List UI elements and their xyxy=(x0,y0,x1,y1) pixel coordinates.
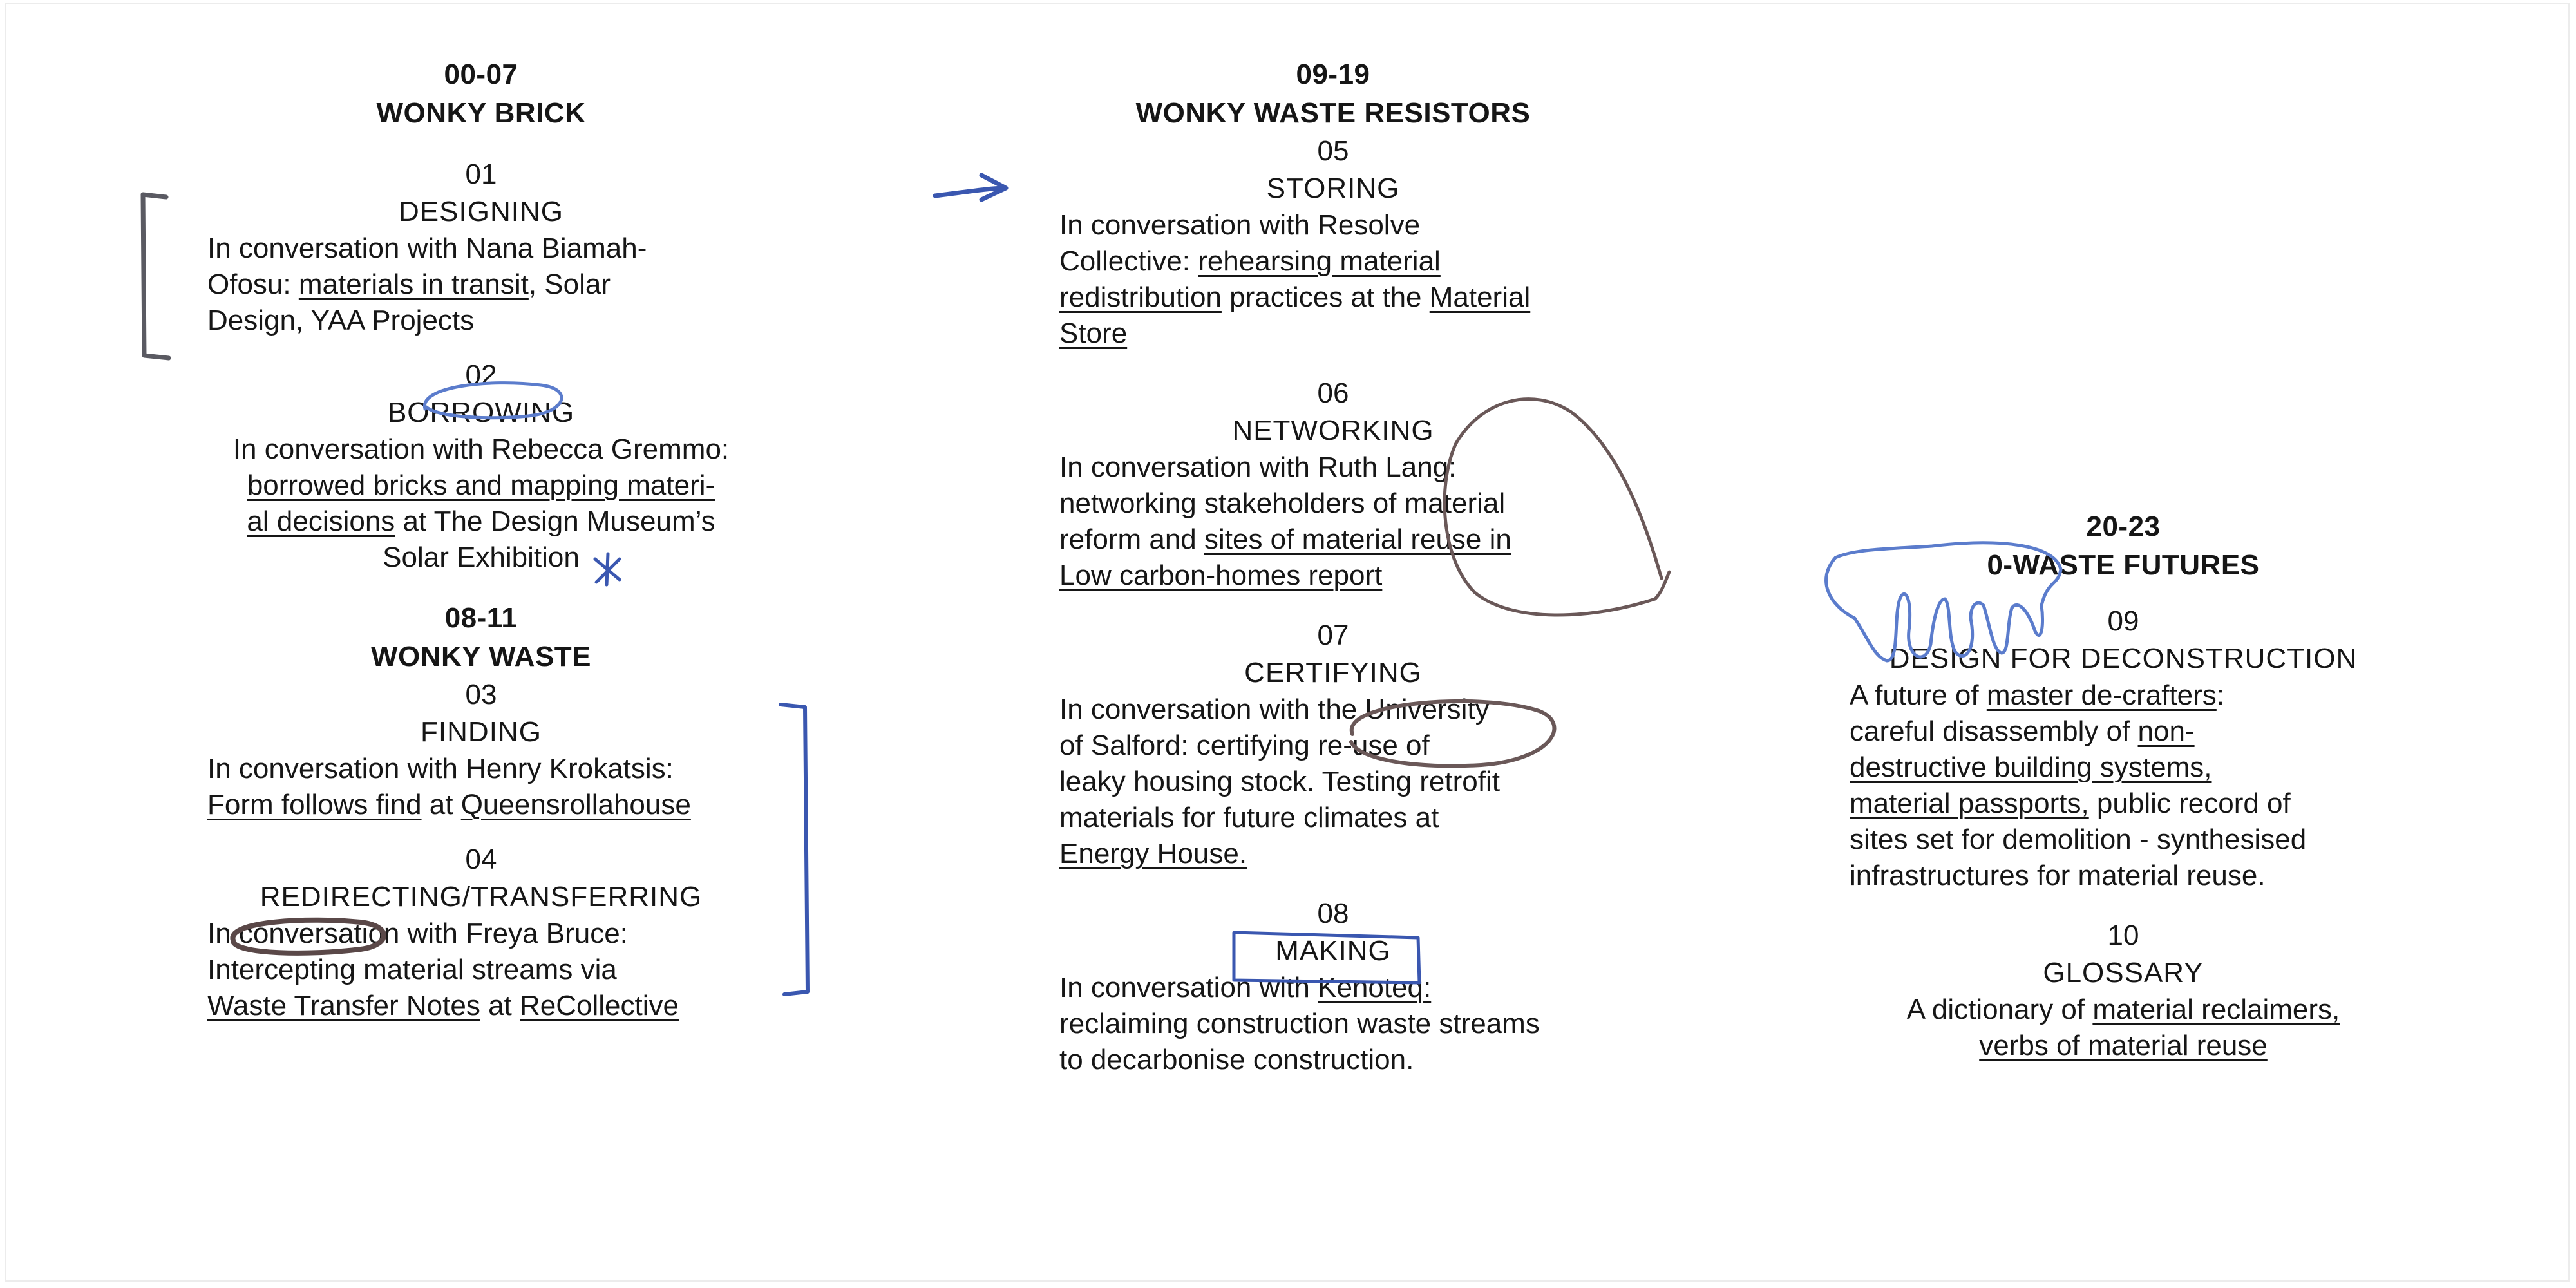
link-sites-of-material-reuse[interactable]: sites of material reuse in xyxy=(1204,524,1511,555)
section-range: 00-07 xyxy=(444,59,518,90)
entry-title: DESIGNING xyxy=(399,196,564,227)
link-material-passports[interactable]: material passports, xyxy=(1850,788,2089,819)
section-range: 08-11 xyxy=(444,602,518,634)
section-title: WONKY WASTE xyxy=(370,641,592,672)
entry-title: CERTIFYING xyxy=(1244,657,1422,688)
entry-number: 03 xyxy=(465,679,497,710)
entry-text: In conversation with Freya Bruce: Intercepting material streams via Waste Transfer Notes at ReCollective xyxy=(207,918,679,1021)
link-kenoteq[interactable]: Kenoteq: xyxy=(1318,972,1432,1003)
entry-number: 06 xyxy=(1317,377,1349,409)
entry-title: GLOSSARY xyxy=(2043,957,2204,989)
link-energy-house[interactable]: Energy House. xyxy=(1059,838,1247,869)
entry-title: REDIRECTING/TRANSFERRING xyxy=(260,881,703,913)
arrow-right-icon xyxy=(935,175,1006,200)
entry-text: In conversation with the University of Salford: certifying re-use of leaky housing stock. Testing retrofit materials for future climates at Energy House. xyxy=(1059,694,1500,869)
section-range: 09-19 xyxy=(1296,59,1370,90)
link-recollective[interactable]: ReCollective xyxy=(520,990,679,1021)
entry-number: 10 xyxy=(2107,920,2139,951)
link-store[interactable]: Store xyxy=(1059,317,1128,349)
section-title: WONKY WASTE RESISTORS xyxy=(1135,97,1531,129)
link-rehearsing-material[interactable]: rehearsing material xyxy=(1198,245,1441,277)
entry-number: 04 xyxy=(465,844,497,875)
bracket-right-icon xyxy=(781,705,808,994)
box-making-icon xyxy=(1234,933,1419,983)
link-materials-in-transit[interactable]: materials in transit xyxy=(298,269,529,300)
link-non-destructive[interactable]: non- xyxy=(2137,715,2195,747)
section-range: 20-23 xyxy=(2086,511,2161,542)
loop-networking-icon xyxy=(1444,399,1669,615)
bracket-left-icon xyxy=(143,194,169,358)
section-title: 0-WASTE FUTURES xyxy=(1987,549,2260,581)
entry-text: A dictionary of material reclaimers, verbs of material reuse xyxy=(1906,994,2340,1061)
entry-number: 02 xyxy=(465,359,497,391)
link-verbs-of-material-reuse[interactable]: verbs of material reuse xyxy=(1979,1030,2268,1061)
entry-title: NETWORKING xyxy=(1232,415,1434,446)
link-material-decisions[interactable]: al decisions xyxy=(247,506,395,537)
link-waste-transfer-notes[interactable]: Waste Transfer Notes xyxy=(207,990,480,1021)
link-form-follows-find[interactable]: Form follows find xyxy=(207,789,422,820)
entry-number: 09 xyxy=(2107,605,2139,637)
entry-number: 01 xyxy=(465,158,497,190)
link-low-carbon-homes-report[interactable]: Low carbon-homes report xyxy=(1059,560,1383,591)
link-queensrollahouse[interactable]: Queensrollahouse xyxy=(460,789,691,820)
entry-title: STORING xyxy=(1266,173,1400,204)
link-master-de-crafters[interactable]: master de-crafters xyxy=(1986,679,2217,711)
entry-number: 05 xyxy=(1317,135,1349,167)
section-title: WONKY BRICK xyxy=(376,97,586,129)
entry-title: DESIGN FOR DECONSTRUCTION xyxy=(1889,643,2358,674)
link-destructive-building-systems[interactable]: destructive building systems, xyxy=(1850,752,2212,783)
drip-blob-icon xyxy=(1826,543,2061,661)
entry-title: MAKING xyxy=(1275,935,1391,967)
entry-text: In conversation with Nana Biamah- Ofosu: materials in transit, Solar Design, YAA Projects xyxy=(207,232,647,336)
link-material-reclaimers[interactable]: material reclaimers, xyxy=(2092,994,2340,1025)
oval-university-icon xyxy=(1351,701,1554,766)
entry-text: In conversation with Kenoteq: reclaiming construction waste streams to decarbonise construction. xyxy=(1059,972,1540,1075)
entry-number: 08 xyxy=(1317,898,1349,929)
circle-02-icon xyxy=(424,383,562,418)
entry-text: In conversation with Rebecca Gremmo: borrowed bricks and mapping materi- al decisions at The Design Museum’s Solar Exhibition xyxy=(207,431,755,576)
entry-title: BORROWING xyxy=(387,397,575,428)
entry-text: A future of master de-crafters: careful disassembly of non- destructive building systems, material passports, public record of sites set for demolition - synthesised infrastructures for material reuse. xyxy=(1850,679,2307,891)
oval-redirecting-icon xyxy=(232,920,384,953)
entry-text: In conversation with Ruth Lang: networking stakeholders of material reform and sites of material reuse in Low carbon-homes report xyxy=(1059,451,1511,591)
entry-title: FINDING xyxy=(421,716,542,748)
asterisk-icon xyxy=(595,554,620,585)
entry-number: 07 xyxy=(1317,620,1349,651)
link-material-store[interactable]: Material xyxy=(1429,281,1531,313)
link-borrowed-bricks[interactable]: borrowed bricks and mapping materi- xyxy=(247,469,715,501)
link-redistribution[interactable]: redistribution xyxy=(1059,281,1222,313)
entry-text: In conversation with Henry Krokatsis: Form follows find at Queensrollahouse xyxy=(207,753,691,820)
entry-text: In conversation with Resolve Collective: rehearsing material redistribution practices at the Material Store xyxy=(1059,209,1531,349)
